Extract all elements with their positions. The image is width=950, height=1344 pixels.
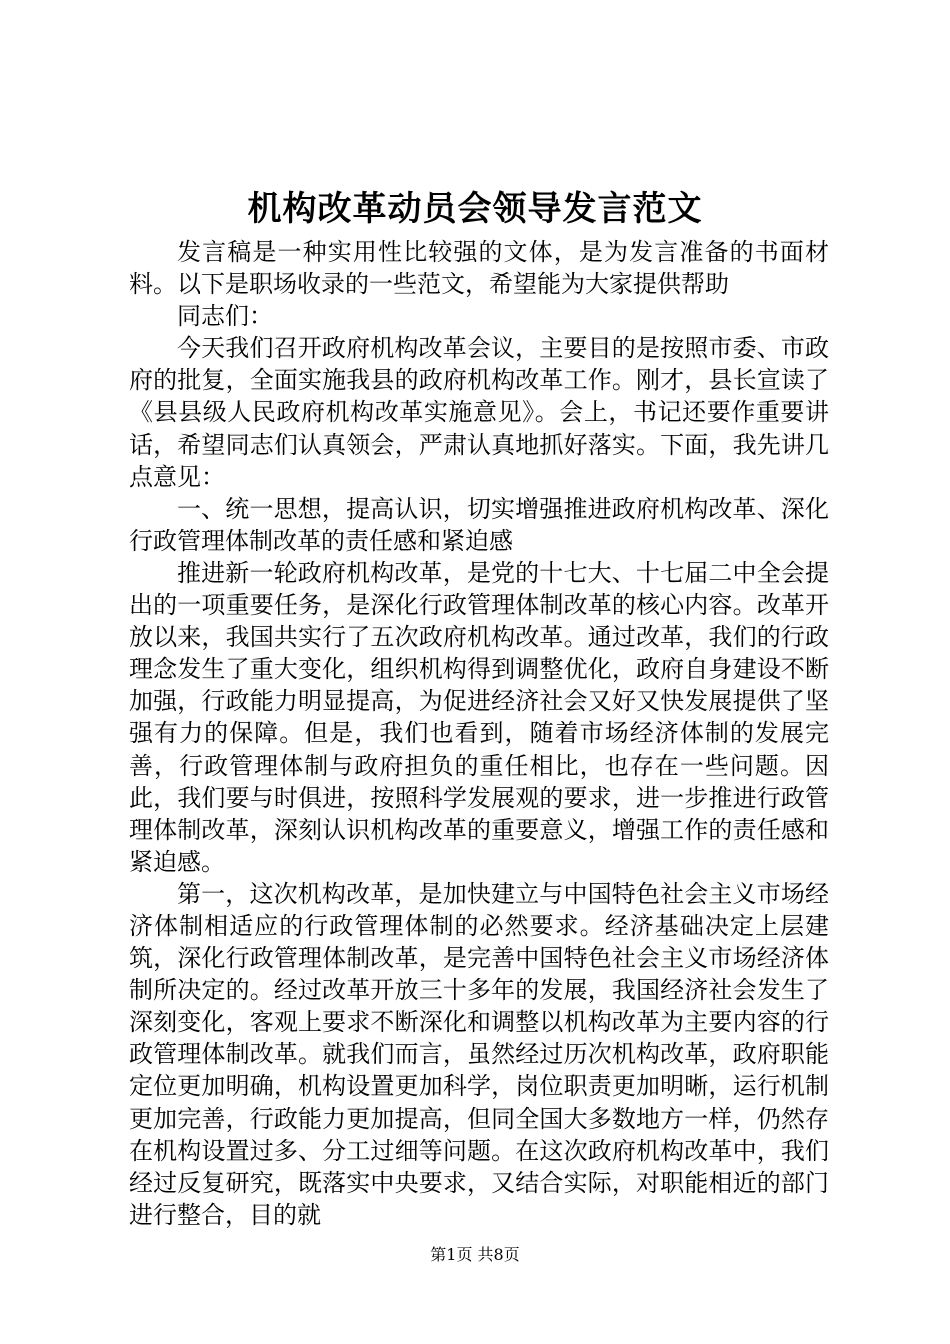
paragraph-intro: 发言稿是一种实用性比较强的文体，是为发言准备的书面材料。以下是职场收录的一些范文，希望能为大家提供帮助 bbox=[129, 238, 829, 299]
paragraph-point-one: 第一，这次机构改革，是加快建立与中国特色社会主义市场经济体制相适应的行政管理体制的必然要求。经济基础决定上层建筑，深化行政管理体制改革，是完善中国特色社会主义市场经济体制所决定的。经过改革开放三十多年的发展，我国经济社会发生了深刻变化，客观上要求不断深化和调整以机构改革为主要内容的行政管理体制改革。就我们而言，虽然经过历次机构改革，政府职能定位更加明确，机构设置更加科学，岗位职责更加明晰，运行机制更加完善，行政能力更加提高，但同全国大多数地方一样，仍然存在机构设置过多、分工过细等问题。在这次政府机构改革中，我们经过反复研究，既落实中央要求，又结合实际，对职能相近的部门进行整合，目的就 bbox=[129, 879, 829, 1229]
document-body bbox=[129, 236, 829, 1231]
page-number-footer: 第1页 共8页 bbox=[430, 1245, 520, 1264]
document-title: 机构改革动员会领导发言范文 bbox=[247, 189, 703, 229]
paragraph-reform-background: 推进新一轮政府机构改革，是党的十七大、十七届二中全会提出的一项重要任务，是深化行政管理体制改革的核心内容。改革开放以来，我国共实行了五次政府机构改革。通过改革，我们的行政理念发生了重大变化，组织机构得到调整优化，政府自身建设不断加强，行政能力明显提高，为促进经济社会又好又快发展提供了坚强有力的保障。但是，我们也看到，随着市场经济体制的发展完善，行政管理体制与政府担负的重任相比，也存在一些问题。因此，我们要与时俱进，按照科学发展观的要求，进一步推进行政管理体制改革，深刻认识机构改革的重要意义，增强工作的责任感和紧迫感。 bbox=[129, 558, 829, 876]
paragraph-opening: 今天我们召开政府机构改革会议，主要目的是按照市委、市政府的批复，全面实施我县的政府机构改革工作。刚才，县长宣读了《县县级人民政府机构改革实施意见》。会上，书记还要作重要讲话，希望同志们认真领会，严肃认真地抓好落实。下面，我先讲几点意见： bbox=[129, 334, 829, 491]
paragraph-section-heading: 一、统一思想，提高认识，切实增强推进政府机构改革、深化行政管理体制改革的责任感和紧迫感 bbox=[129, 494, 829, 555]
paragraph-salutation: 同志们： bbox=[177, 302, 273, 331]
